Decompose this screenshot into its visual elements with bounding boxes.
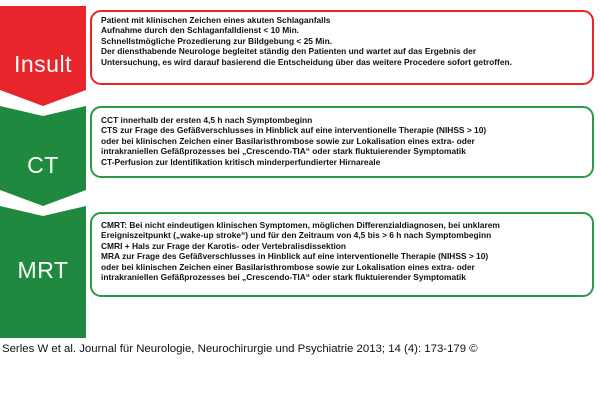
insult-line: Aufnahme durch den Schlaganfalldienst < 10 Min. — [101, 25, 300, 36]
insult-line: Schnellstmögliche Prozedierung zur Bildgebung < 25 Min. — [101, 35, 333, 46]
insult-line: Der diensthabende Neurologe begleitet ständig den Patienten und wartet auf das Ergebnis der — [101, 46, 477, 57]
mrt-line: CMRI + Hals zur Frage der Karotis- oder Vertebralisdissektion — [101, 240, 347, 251]
mrt-line: CMRT: Bei nicht eindeutigen klinischen Symptomen, möglichen Differenzialdiagnosen, bei unklarem — [101, 220, 500, 230]
mrt-line: intrakraniellen Gefäßprozesses bei „Crescendo-TIA“ oder stark fluktuierender Symptomatik — [101, 272, 466, 283]
mrt-line: Ereigniszeitpunkt („wake-up stroke“) und für den Zeitraum von 4,5 bis > 6 h nach Symptombeginn — [101, 230, 492, 241]
ct-line: oder bei klinischen Zeichen einer Basilaristhrombose sowie zur Lokalisation eines extra- oder — [101, 135, 475, 146]
mrt-label: MRT — [17, 257, 69, 283]
ct-box — [90, 106, 594, 178]
citation: Serles W et al. Journal für Neurologie, Neurochirurgie und Psychiatrie 2013; 14 (4): 173-179 © — [2, 343, 478, 355]
insult-label: Insult — [14, 51, 72, 77]
mrt-line: MRA zur Frage des Gefäßverschlusses in Hinblick auf eine interventionelle Therapie (NIHSS > 10) — [101, 251, 489, 262]
ct-label: CT — [27, 152, 59, 178]
insult-box — [90, 10, 594, 85]
ct-line: intrakraniellen Gefäßprozesses bei „Crescendo-TIA“ oder stark fluktuierender Symptomatik — [101, 146, 466, 157]
mrt-box — [90, 212, 594, 297]
mrt-line: oder bei klinischen Zeichen einer Basilaristhrombose sowie zur Lokalisation eines extra- oder — [101, 261, 475, 272]
ct-line: CTS zur Frage des Gefäßverschlusses in Hinblick auf eine interventionelle Therapie (NIHSS > 10) — [101, 125, 487, 136]
insult-line: Untersuchung, es wird darauf basierend die Entscheidung über das weitere Procedere sofort getroffen. — [101, 56, 512, 67]
ct-line: CT-Perfusion zur Identifikation kritisch minderperfundierter Hirnareale — [101, 156, 381, 167]
insult-line: Patient mit klinischen Zeichen eines akuten Schlaganfalls — [101, 15, 331, 25]
ct-line: CCT innerhalb der ersten 4,5 h nach Symptombeginn — [101, 115, 313, 125]
